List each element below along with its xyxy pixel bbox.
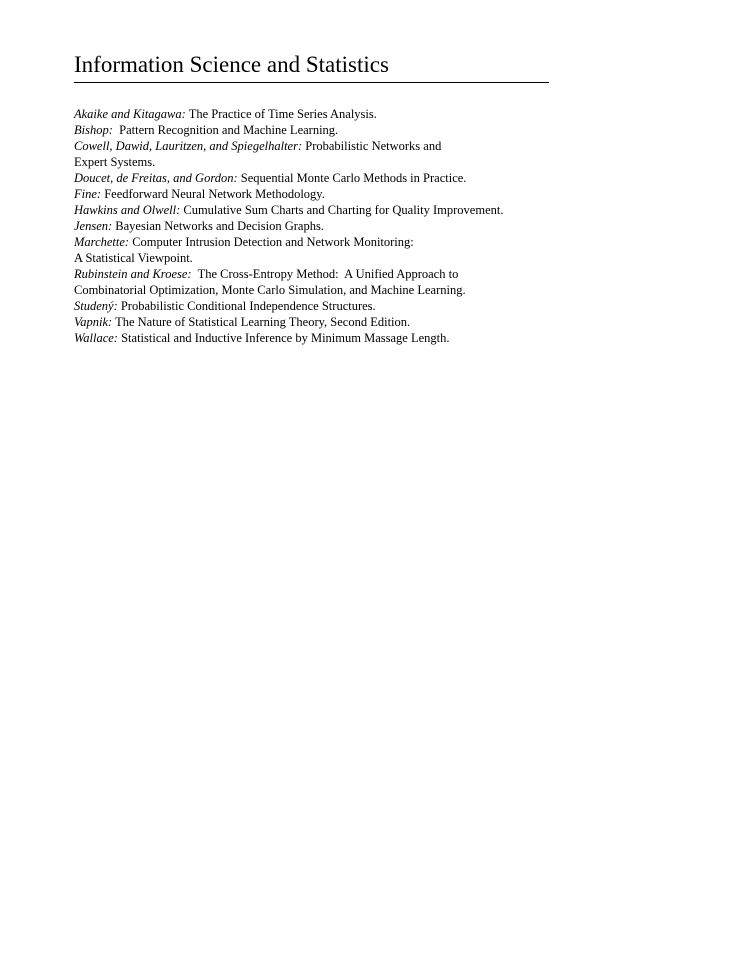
book-entry xyxy=(74,186,554,202)
book-title: The Practice of Time Series Analysis. xyxy=(185,107,377,121)
book-entry xyxy=(74,122,554,138)
book-title: The Cross-Entropy Method: A Unified Approach to xyxy=(191,267,459,281)
book-author: Akaike and Kitagawa: xyxy=(74,107,186,121)
book-entry xyxy=(74,314,554,330)
book-title: Bayesian Networks and Decision Graphs. xyxy=(112,219,324,233)
book-author: Studený: xyxy=(74,299,118,313)
book-entry xyxy=(74,202,554,218)
book-title: Statistical and Inductive Inference by Minimum Massage Length. xyxy=(117,331,450,345)
book-title-continuation: Combinatorial Optimization, Monte Carlo Simulation, and Machine Learning. xyxy=(74,283,466,297)
book-author: Jensen: xyxy=(74,219,113,233)
book-title: Probabilistic Conditional Independence Structures. xyxy=(117,299,376,313)
book-author: Bishop: xyxy=(74,123,113,137)
book-title: Pattern Recognition and Machine Learning. xyxy=(112,123,339,137)
book-title-continuation: A Statistical Viewpoint. xyxy=(74,251,193,265)
book-title: The Nature of Statistical Learning Theory, Second Edition. xyxy=(112,315,411,329)
title-rule xyxy=(74,82,549,83)
series-page xyxy=(74,50,549,346)
series-title: Information Science and Statistics xyxy=(74,52,389,77)
book-author: Rubinstein and Kroese: xyxy=(74,267,192,281)
book-entry xyxy=(74,266,554,298)
book-title: Feedforward Neural Network Methodology. xyxy=(101,187,325,201)
book-title: Probabilistic Networks and xyxy=(302,139,442,153)
book-entry xyxy=(74,330,554,346)
book-title: Cumulative Sum Charts and Charting for Quality Improvement. xyxy=(180,203,504,217)
book-author: Wallace: xyxy=(74,331,118,345)
book-entry xyxy=(74,298,554,314)
book-title: Computer Intrusion Detection and Network Monitoring: xyxy=(129,235,414,249)
book-list xyxy=(74,106,554,346)
book-author: Marchette: xyxy=(74,235,130,249)
book-entry xyxy=(74,106,554,122)
book-entry xyxy=(74,218,554,234)
book-entry xyxy=(74,138,554,170)
book-author: Cowell, Dawid, Lauritzen, and Spiegelhalter: xyxy=(74,139,303,153)
book-author: Vapnik: xyxy=(74,315,113,329)
book-title: Sequential Monte Carlo Methods in Practice. xyxy=(237,171,467,185)
book-entry xyxy=(74,234,554,266)
book-author: Doucet, de Freitas, and Gordon: xyxy=(74,171,238,185)
book-title-continuation: Expert Systems. xyxy=(74,155,156,169)
book-author: Fine: xyxy=(74,187,102,201)
book-entry xyxy=(74,170,554,186)
book-author: Hawkins and Olwell: xyxy=(74,203,181,217)
